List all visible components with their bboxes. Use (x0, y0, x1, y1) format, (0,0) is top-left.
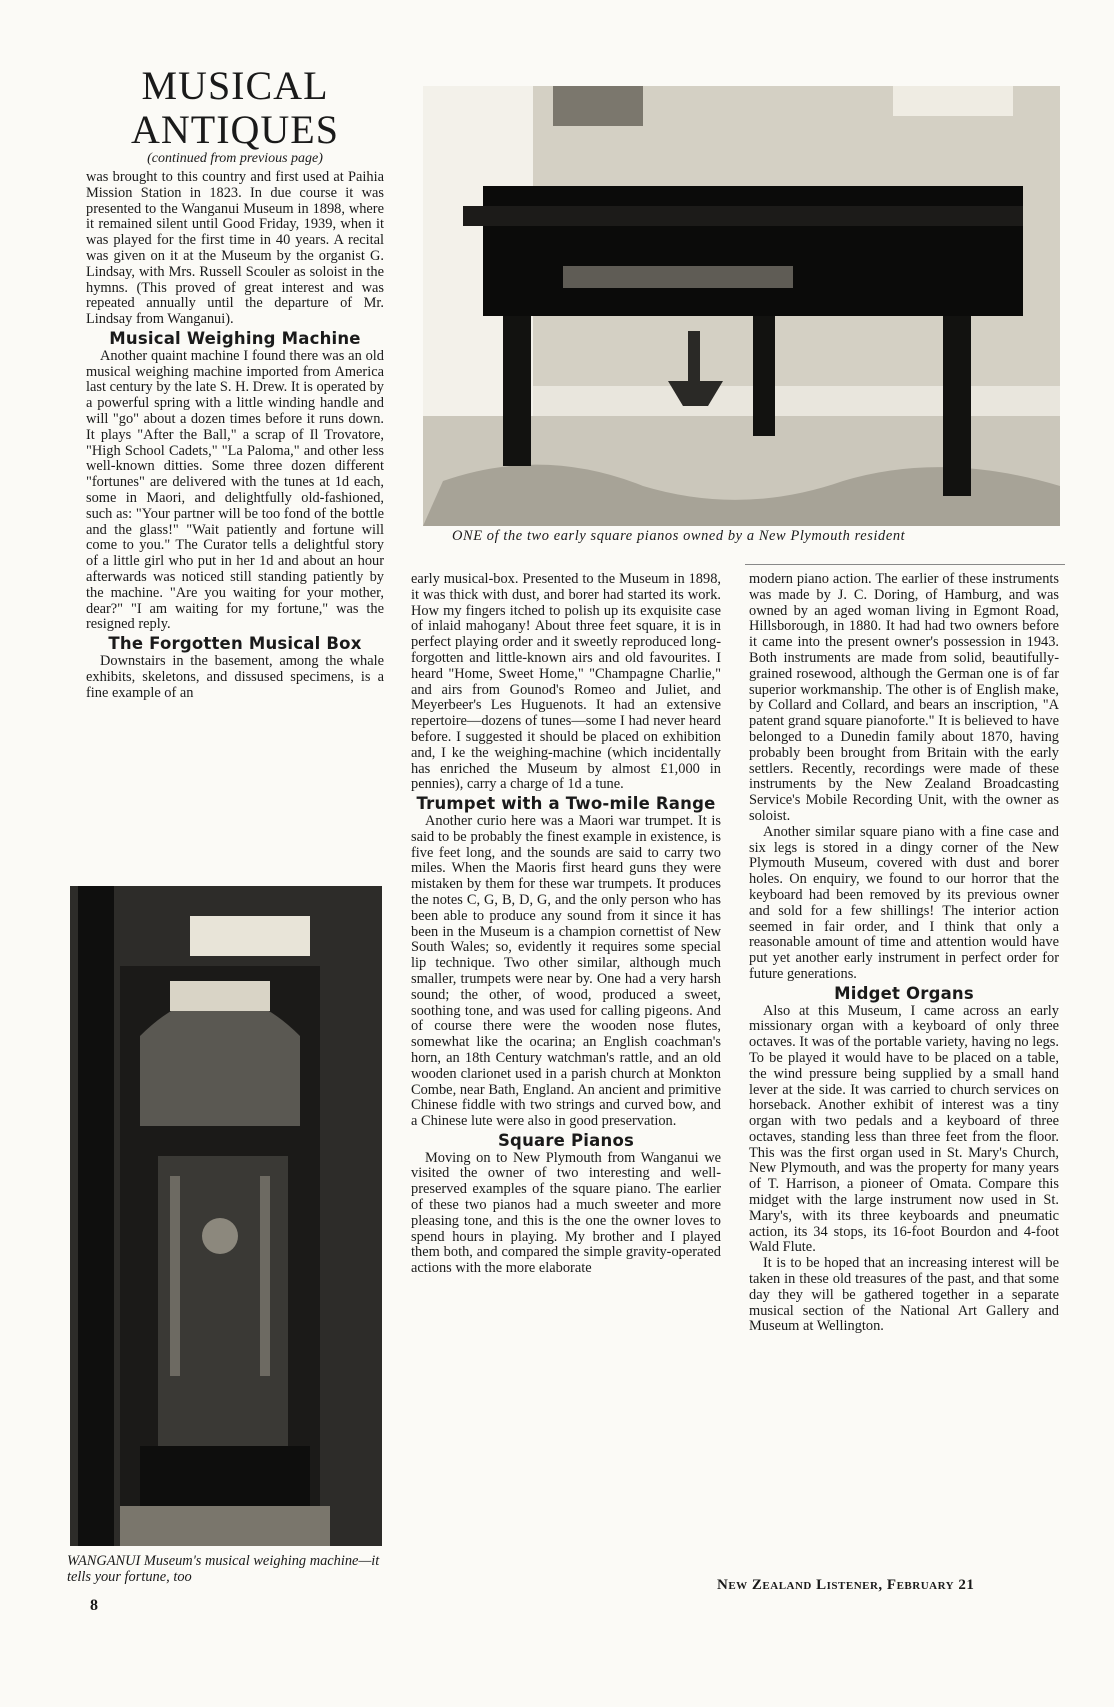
square-piano-caption: ONE of the two early square pianos owned by a New Plymouth resident (452, 528, 906, 544)
publication-footer: New Zealand Listener, February 21 (717, 1577, 975, 1593)
column-1 (86, 170, 384, 701)
heading-trumpet: Trumpet with a Two-mile Range (416, 794, 716, 814)
heading-musical-box: The Forgotten Musical Box (108, 634, 362, 654)
trumpet-paragraph: Another curio here was a Maori war trumpet. It is said to be probably the finest example in existence, is five feet long, and the sounds are said to carry two miles. When the Maoris first heard guns they were mistaken by them for these war trumpets. It produces the notes C, G, B, D, G, and the only person who has been able to produce any sound from it since it has been in the Museum is a champion cornettist of New South Wales; so, evidently it requires some special lip technique. Two other similar, although much smaller, trumpets were near by. One had a very harsh sound; the other, of wood, produced a sweet, soothing tone, and was used for calling pigeons. And of course there were the wooden nose flutes, somewhat like the ocarina; an English coachman's horn, an 18th Century watchman's rattle, and an old wooden clarionet used in a parish church at Monkton Combe, near Bath, England. An ancient and primitive Chinese fiddle with two strings and curved bow, and a Chinese lute were also in good preservation. (411, 812, 721, 1130)
midget-organs-paragraph: Also at this Museum, I came across an early missionary organ with a keyboard of only three octaves. It was of the portable variety, having no legs. To be played it would have to be placed on a table, the wind pressure being supplied by a small hand lever at the side. It was carried to church services on horseback. Another exhibit of interest was a tiny organ with two pedals and a keyboard of three octaves, standing less than three feet from the floor. This was the first organ used in St. Mary's Church, New Plymouth, and was the property for many years of T. Harrison, a pioneer of Omata. Compare this midget with the large instrument now used in St. Mary's, with its three keyboards and pneumatic action, its 34 stops, its 16-foot Bourdon and 4-foot Wald Flute. (749, 1002, 1059, 1256)
weighing-machine-illustration (70, 886, 382, 1546)
column-3 (749, 572, 1059, 1335)
continued-note: (continued from previous page) (147, 151, 323, 166)
musical-box-paragraph-part2: early musical-box. Presented to the Museum in 1898, it was thick with dust, and borer had started its work. How my fingers itched to polish up its exquisite case of inlaid mahogany! About three feet square, it is in perfect playing order and it sweetly reproduced long-forgotten and little-known airs and old favourites. I heard "Home, Sweet Home," "Champagne Charlie," and airs from Gounod's Romeo and Juliet, and Meyerbeer's Les Huguenots. It had an extensive repertoire—dozens of tunes—some I had never heard before. I suggested it should be placed on exhibition and, I ke the weighing-machine (which incidentally has enriched the Museum by almost £1,000 in pennies), carry a charge of 1d a tune. (411, 571, 721, 793)
square-piano-illustration (423, 86, 1060, 526)
square-piano-photo (423, 86, 1060, 526)
closing-paragraph: It is to be hoped that an increasing interest will be taken in these old treasures of the past, and that some day they will be gathered together in a separate musical section of the National Art Gallery and Museum at Wellington. (749, 1255, 1059, 1335)
weighing-machine-caption: WANGANUI Museum's musical weighing machine—it tells your fortune, too (67, 1553, 380, 1585)
article-title (90, 64, 380, 152)
heading-square-pianos: Square Pianos (497, 1130, 635, 1150)
heading-midget-organs: Midget Organs (834, 983, 974, 1003)
caption-rule (745, 564, 1065, 565)
weighing-machine-photo (70, 886, 382, 1546)
page-number: 8 (90, 1597, 98, 1614)
heading-weighing-machine: Musical Weighing Machine (109, 328, 361, 348)
musical-box-paragraph-part1: Downstairs in the basement, among the whale exhibits, skeletons, and dissused specimens, is a fine example of an (86, 652, 384, 701)
title-line-2: ANTIQUES (131, 107, 339, 152)
title-line-1: MUSICAL (141, 63, 329, 108)
square-pianos-paragraph-part3: Another similar square piano with a fine case and six legs is stored in a dingy corner of the New Plymouth Museum, covered with dust and borer holes. On enquiry, we found to our horror that the keyboard had been removed by its previous owner and sold for a few shillings! The interior action seemed in fair order, and I think that only a reasonable amount of time and attention would have put yet another early instrument in perfect order for future generations. (749, 823, 1059, 982)
square-pianos-paragraph-part1: Moving on to New Plymouth from Wanganui we visited the owner of two interesting and well-preserved examples of the square piano. The earlier of these two pianos had a much sweeter and more pleasing tone, and this is the one the owner loves to spend hours in playing. My brother and I played them both, and compared the simple gravity-operated actions with the more elaborate (411, 1149, 721, 1277)
weighing-paragraph: Another quaint machine I found there was an old musical weighing machine imported from America last century by the late S. H. Drew. It is operated by a powerful spring with a little winding handle and will "go" about a dozen times before it runs down. It plays "After the Ball," a scrap of Il Trovatore, "High School Cadets," "La Paloma," and other less well-known ditties. Some three dozen different "fortunes" are delivered with the tunes at 1d each, some in Maori, and delightfully old-fashioned, such as: "Your partner will be too fond of the bottle and the glass!" "Wait patiently and fortune will come to you." The Curator tells a delightful story of a little girl who put in her 1d and about an hour afterwards was noticed still standing patiently by the machine. "Are you waiting for your mother, dear?" "I am waiting for my fortune," was the resigned reply. (86, 347, 384, 633)
column-2 (411, 572, 721, 1277)
square-pianos-paragraph-part2: modern piano action. The earlier of these instruments was made by J. C. Doring, of Hamburg, and was owned by an aged woman living in Egmont Road, Hillsborough, in 1880. It had had two owners before it came into the present owner's possession in 1943. Both instruments are made from solid, beautifully-grained rosewood, although the German one is of far superior workmanship. The other is of English make, by Collard and Collard, and bears an inscription, "A patent grand square pianoforte." It is believed to have belonged to a Dunedin family about 1870, having probably been brought from Britain with the early settlers. Recently, recordings were made of these instruments by the New Zealand Broadcasting Service's Mobile Recording Unit, with the owner as soloist. (749, 571, 1059, 824)
intro-paragraph: was brought to this country and first used at Paihia Mission Station in 1823. In due course it was presented to the Wanganui Museum in 1898, where it remained silent until Good Friday, 1939, when it was played for the first time in 40 years. A recital was given on it at the Museum by the organist G. Lindsay, with Mrs. Russell Scouler as soloist in the hymns. (This proved of great interest and was repeated annually until the departure of Mr. Lindsay from Wanganui). (86, 169, 384, 328)
